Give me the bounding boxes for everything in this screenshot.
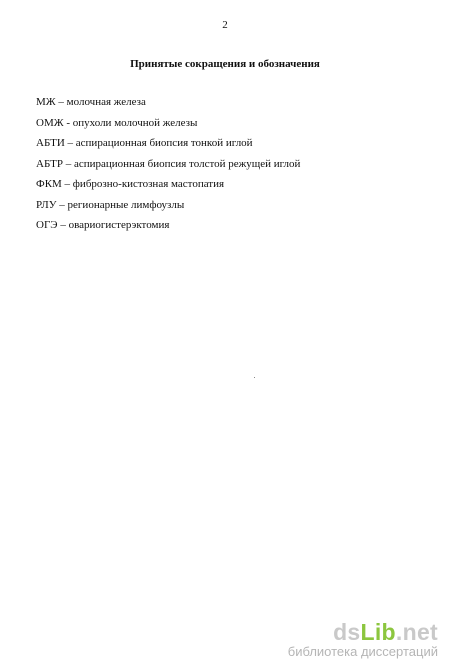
abbreviation-item: РЛУ – регионарные лимфоузлы: [36, 198, 185, 211]
page-number: 2: [222, 19, 228, 31]
watermark-caption: библиотека диссертаций: [287, 644, 438, 659]
page-title: Принятые сокращения и обозначения: [130, 58, 320, 70]
watermark-logo-lib: Lib: [360, 619, 396, 645]
abbreviation-item: АБТИ – аспирационная биопсия тонкой иглой: [36, 137, 253, 149]
abbreviation-item: МЖ – молочная железа: [36, 96, 146, 108]
watermark-logo: [288, 620, 438, 644]
abbreviation-list: [36, 95, 300, 239]
watermark-logo-net: .net: [395, 619, 438, 645]
abbreviation-item: ОМЖ - опухоли молочной железы: [36, 116, 198, 129]
abbreviation-item: ФКМ – фиброзно-кистозная мастопатия: [36, 178, 225, 190]
abbreviation-item: АБТР – аспирационная биопсия толстой режущей иглой: [36, 157, 301, 170]
scan-speck: [254, 377, 255, 378]
abbreviation-item: ОГЭ – овариогистерэктомия: [36, 219, 170, 231]
watermark-logo-ds: ds: [333, 619, 361, 645]
watermark: [288, 620, 438, 660]
